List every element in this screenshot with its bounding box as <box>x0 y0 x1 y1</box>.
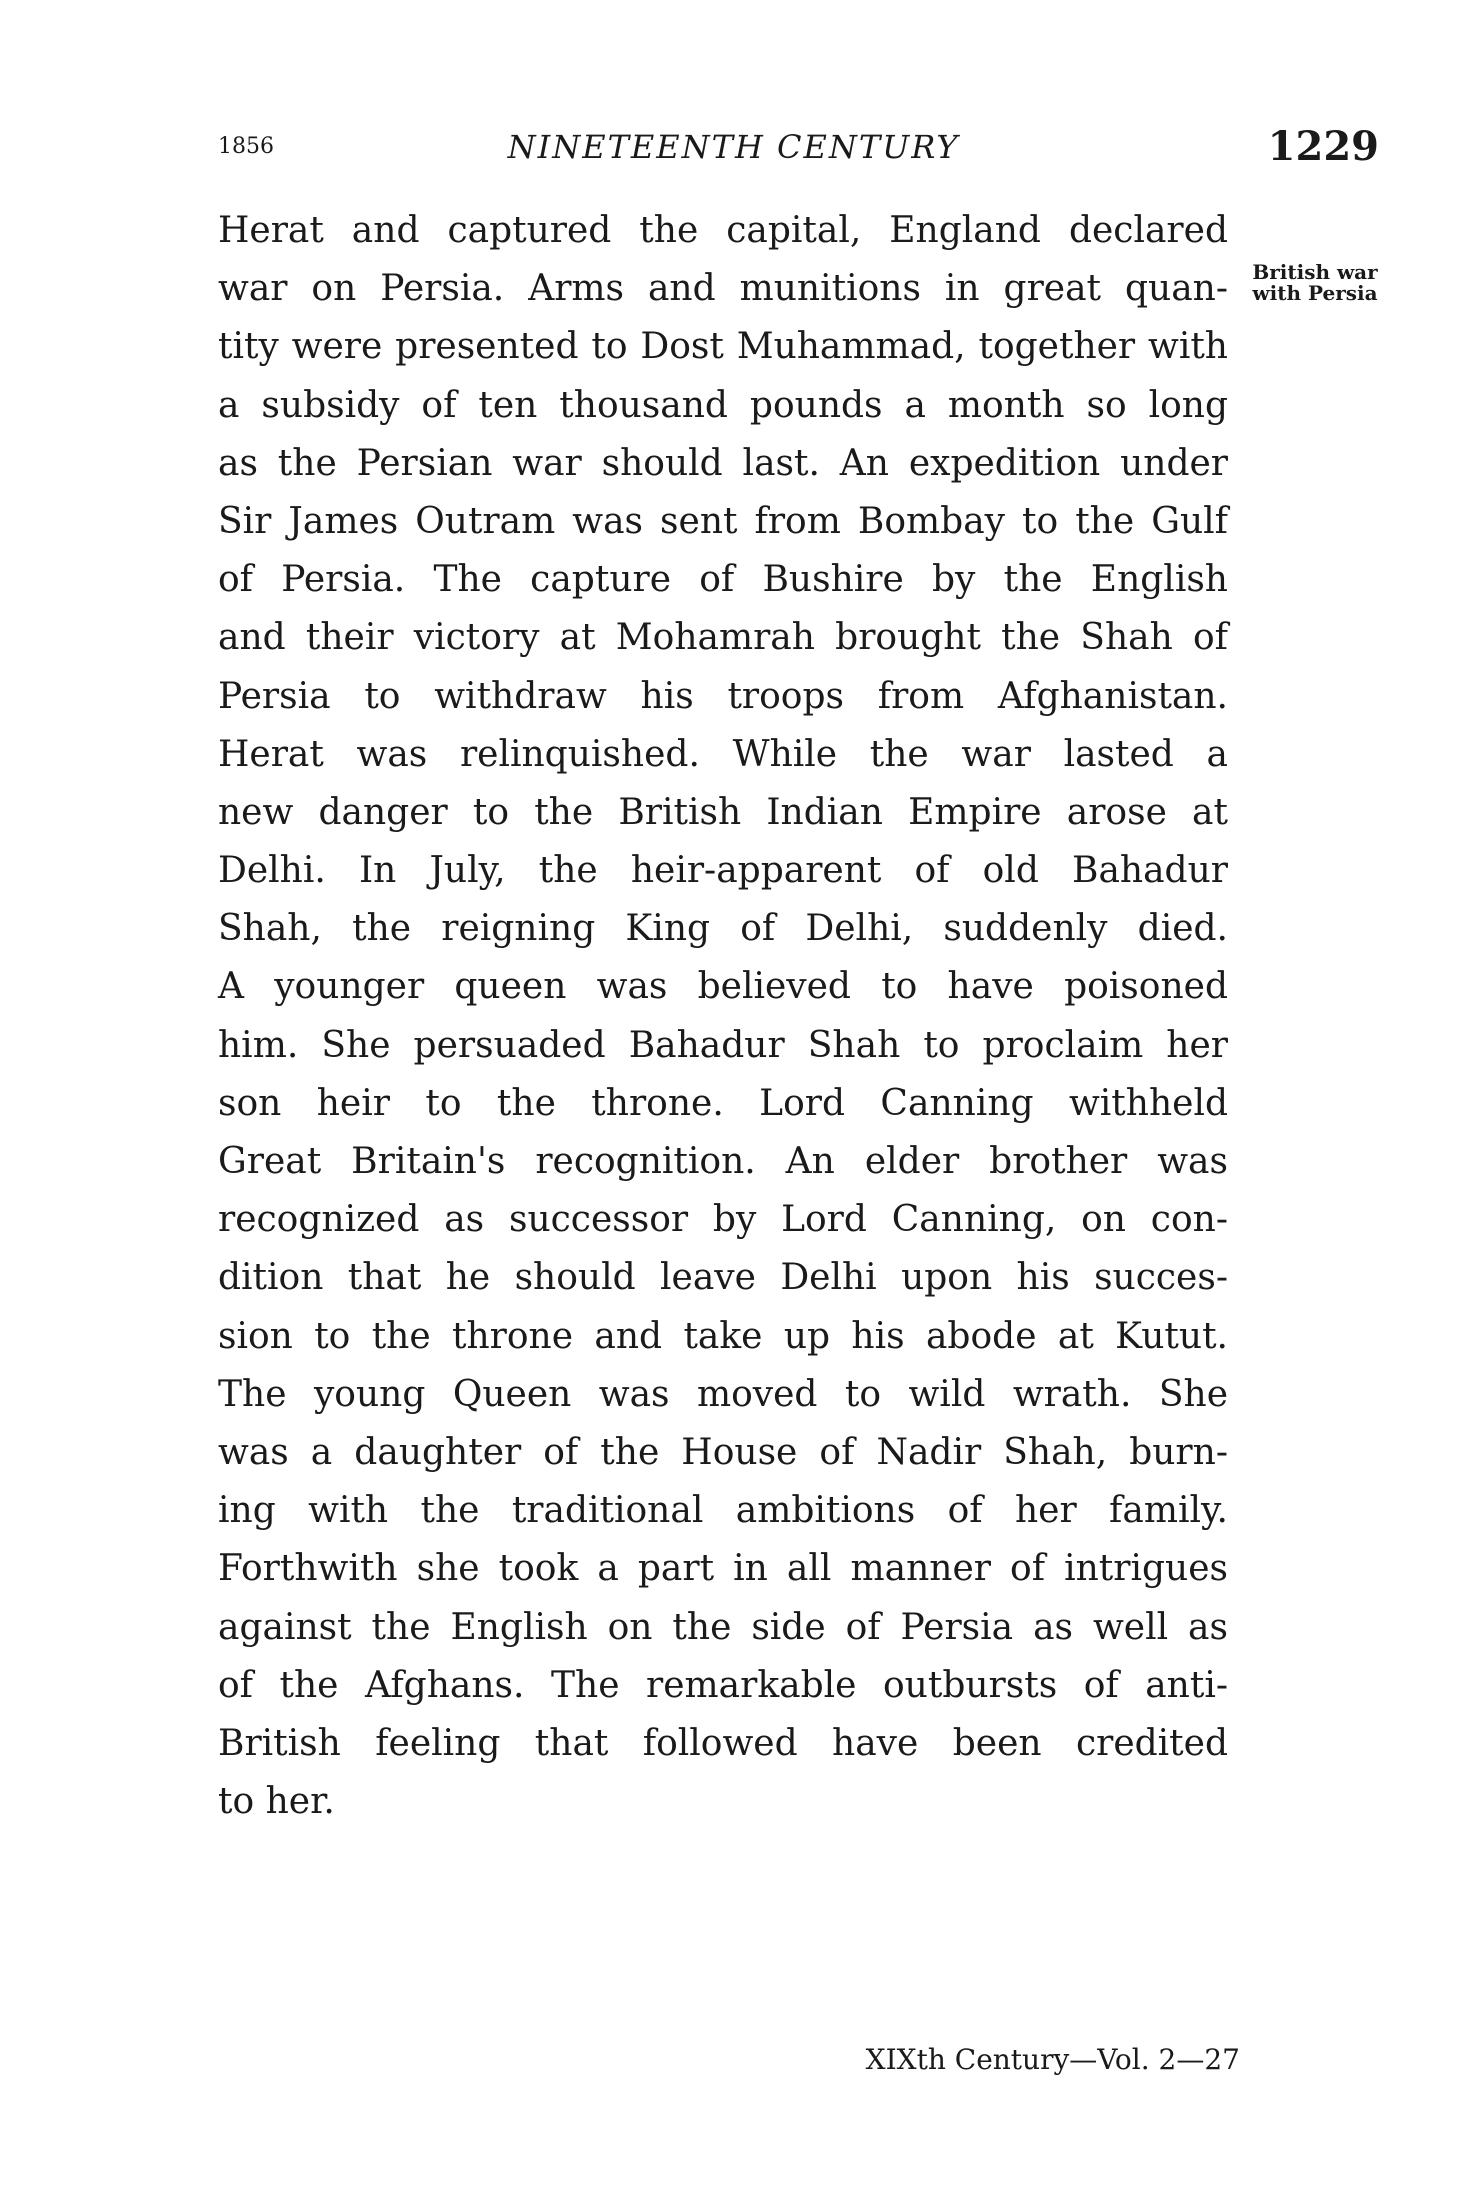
text-line: as the Persian war should last. An expedition under <box>218 442 1228 484</box>
text-line: and their victory at Mohamrah brought the Shah of <box>218 617 1228 659</box>
marginal-note-line: British war <box>1252 260 1378 284</box>
text-line: war on Persia. Arms and munitions in great quan- <box>218 268 1228 310</box>
text-line: new danger to the British Indian Empire arose at <box>218 791 1228 833</box>
text-line: recognized as successor by Lord Canning, on con- <box>218 1199 1228 1241</box>
text-line: of the Afghans. The remarkable outbursts of anti- <box>218 1664 1228 1706</box>
text-line: A younger queen was believed to have poisoned <box>218 966 1228 1008</box>
text-line: tity were presented to Dost Muhammad, together with <box>218 326 1228 368</box>
text-line: Herat was relinquished. While the war lasted a <box>218 733 1228 775</box>
text-line: Herat and captured the capital, England declared <box>218 210 1228 251</box>
text-line: Delhi. In July, the heir-apparent of old Bahadur <box>218 850 1228 892</box>
text-line: British feeling that followed have been credited <box>218 1722 1228 1764</box>
text-line: ing with the traditional ambitions of her family. <box>218 1490 1228 1532</box>
text-line: The young Queen was moved to wild wrath. She <box>218 1373 1228 1415</box>
text-line: of Persia. The capture of Bushire by the English <box>218 559 1228 601</box>
text-line: sion to the throne and take up his abode at Kutut. <box>218 1315 1228 1357</box>
running-head-title: NINETEENTH CENTURY <box>507 128 960 166</box>
text-line: Shah, the reigning King of Delhi, suddenly died. <box>218 908 1228 950</box>
text-line: to her. <box>218 1781 335 1823</box>
text-line: Sir James Outram was sent from Bombay to the Gulf <box>218 500 1228 542</box>
running-head-year: 1856 <box>218 134 274 159</box>
page-number: 1229 <box>1267 123 1379 170</box>
text-line: Great Britain's recognition. An elder brother was <box>218 1141 1228 1182</box>
text-line: dition that he should leave Delhi upon his succes- <box>218 1257 1228 1299</box>
text-line: him. She persuaded Bahadur Shah to proclaim her <box>218 1024 1228 1066</box>
body-paragraph <box>218 202 1228 1831</box>
marginal-note-line: with Persia <box>1252 281 1378 305</box>
marginal-note <box>1240 262 1390 304</box>
text-line: son heir to the throne. Lord Canning withheld <box>218 1082 1228 1124</box>
text-line: Persia to withdraw his troops from Afghanistan. <box>218 675 1228 717</box>
text-line: Forthwith she took a part in all manner of intrigues <box>218 1548 1228 1590</box>
text-line: against the English on the side of Persia as well as <box>218 1606 1228 1648</box>
text-line: was a daughter of the House of Nadir Shah, burn- <box>218 1431 1228 1473</box>
text-line: a subsidy of ten thousand pounds a month so long <box>218 384 1228 426</box>
signature-mark: XIXth Century—Vol. 2—27 <box>865 2043 1240 2076</box>
